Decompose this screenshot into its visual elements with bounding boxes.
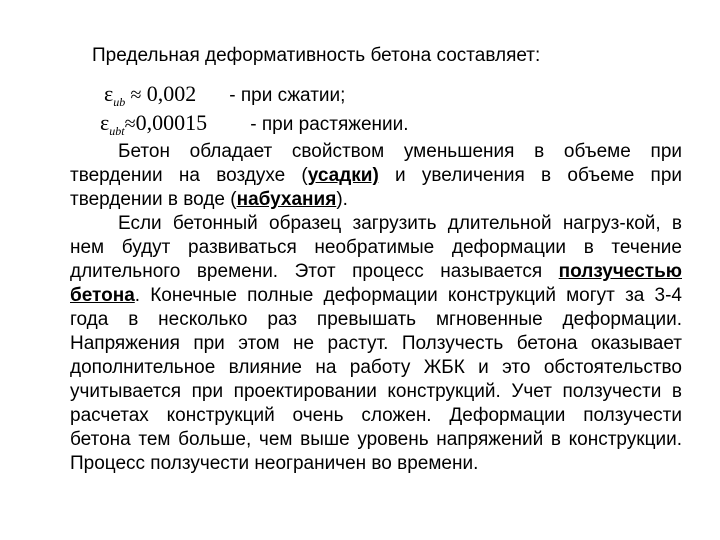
approx-sign: ≈ <box>130 84 142 106</box>
slide-heading: Предельная деформативность бетона составляет: <box>92 45 541 66</box>
term-shrinkage: усадки) <box>307 165 379 186</box>
paragraph-text: Бетон обладает свойством уменьшения в объеме при твердении на воздухе ( <box>70 141 682 186</box>
formula-subscript: ub <box>113 95 126 109</box>
term-creep: ползучестью бетона <box>70 261 682 306</box>
formula-label: - при растяжении. <box>245 114 409 135</box>
paragraph-text: и увеличения в объеме при твердении в воде ( <box>70 165 683 210</box>
paragraph-text: Если бетонный образец загрузить длительной нагруз-кой, в нем будут развиваться необратимые деформации в течение длительного времени. Этот процесс называется <box>70 213 682 282</box>
body-text <box>70 140 682 476</box>
approx-sign: ≈ <box>124 113 136 135</box>
paragraph-creep <box>70 212 682 476</box>
term-swelling: набухания <box>236 189 337 210</box>
paragraph-text: . Конечные полные деформации конструкций могут за 3-4 года в несколько раз превышать мгновенные деформации. Напряжения при этом не растут. Ползучесть бетона оказывает дополнительное влияние на работу ЖБК и это обстоятельство учитывается при проектировании конструкций. Учет ползучести в расчетах конструкций очень сложен. Деформации ползучести бетона тем больше, чем выше уровень напряжений в конструкции. Процесс ползучести неограничен во времени. <box>70 285 682 474</box>
formula-tension-math <box>100 111 245 143</box>
formula-subscript: ubt <box>109 124 125 138</box>
formula-tension <box>100 111 409 143</box>
formula-label: - при сжатии; <box>224 85 346 106</box>
paragraph-text: ). <box>336 189 348 210</box>
paragraph-shrinkage <box>70 140 682 212</box>
epsilon-symbol: ε <box>104 81 114 106</box>
formula-value: 0,00015 <box>135 110 208 135</box>
formula-value: 0,002 <box>146 81 197 106</box>
epsilon-symbol: ε <box>100 110 110 135</box>
